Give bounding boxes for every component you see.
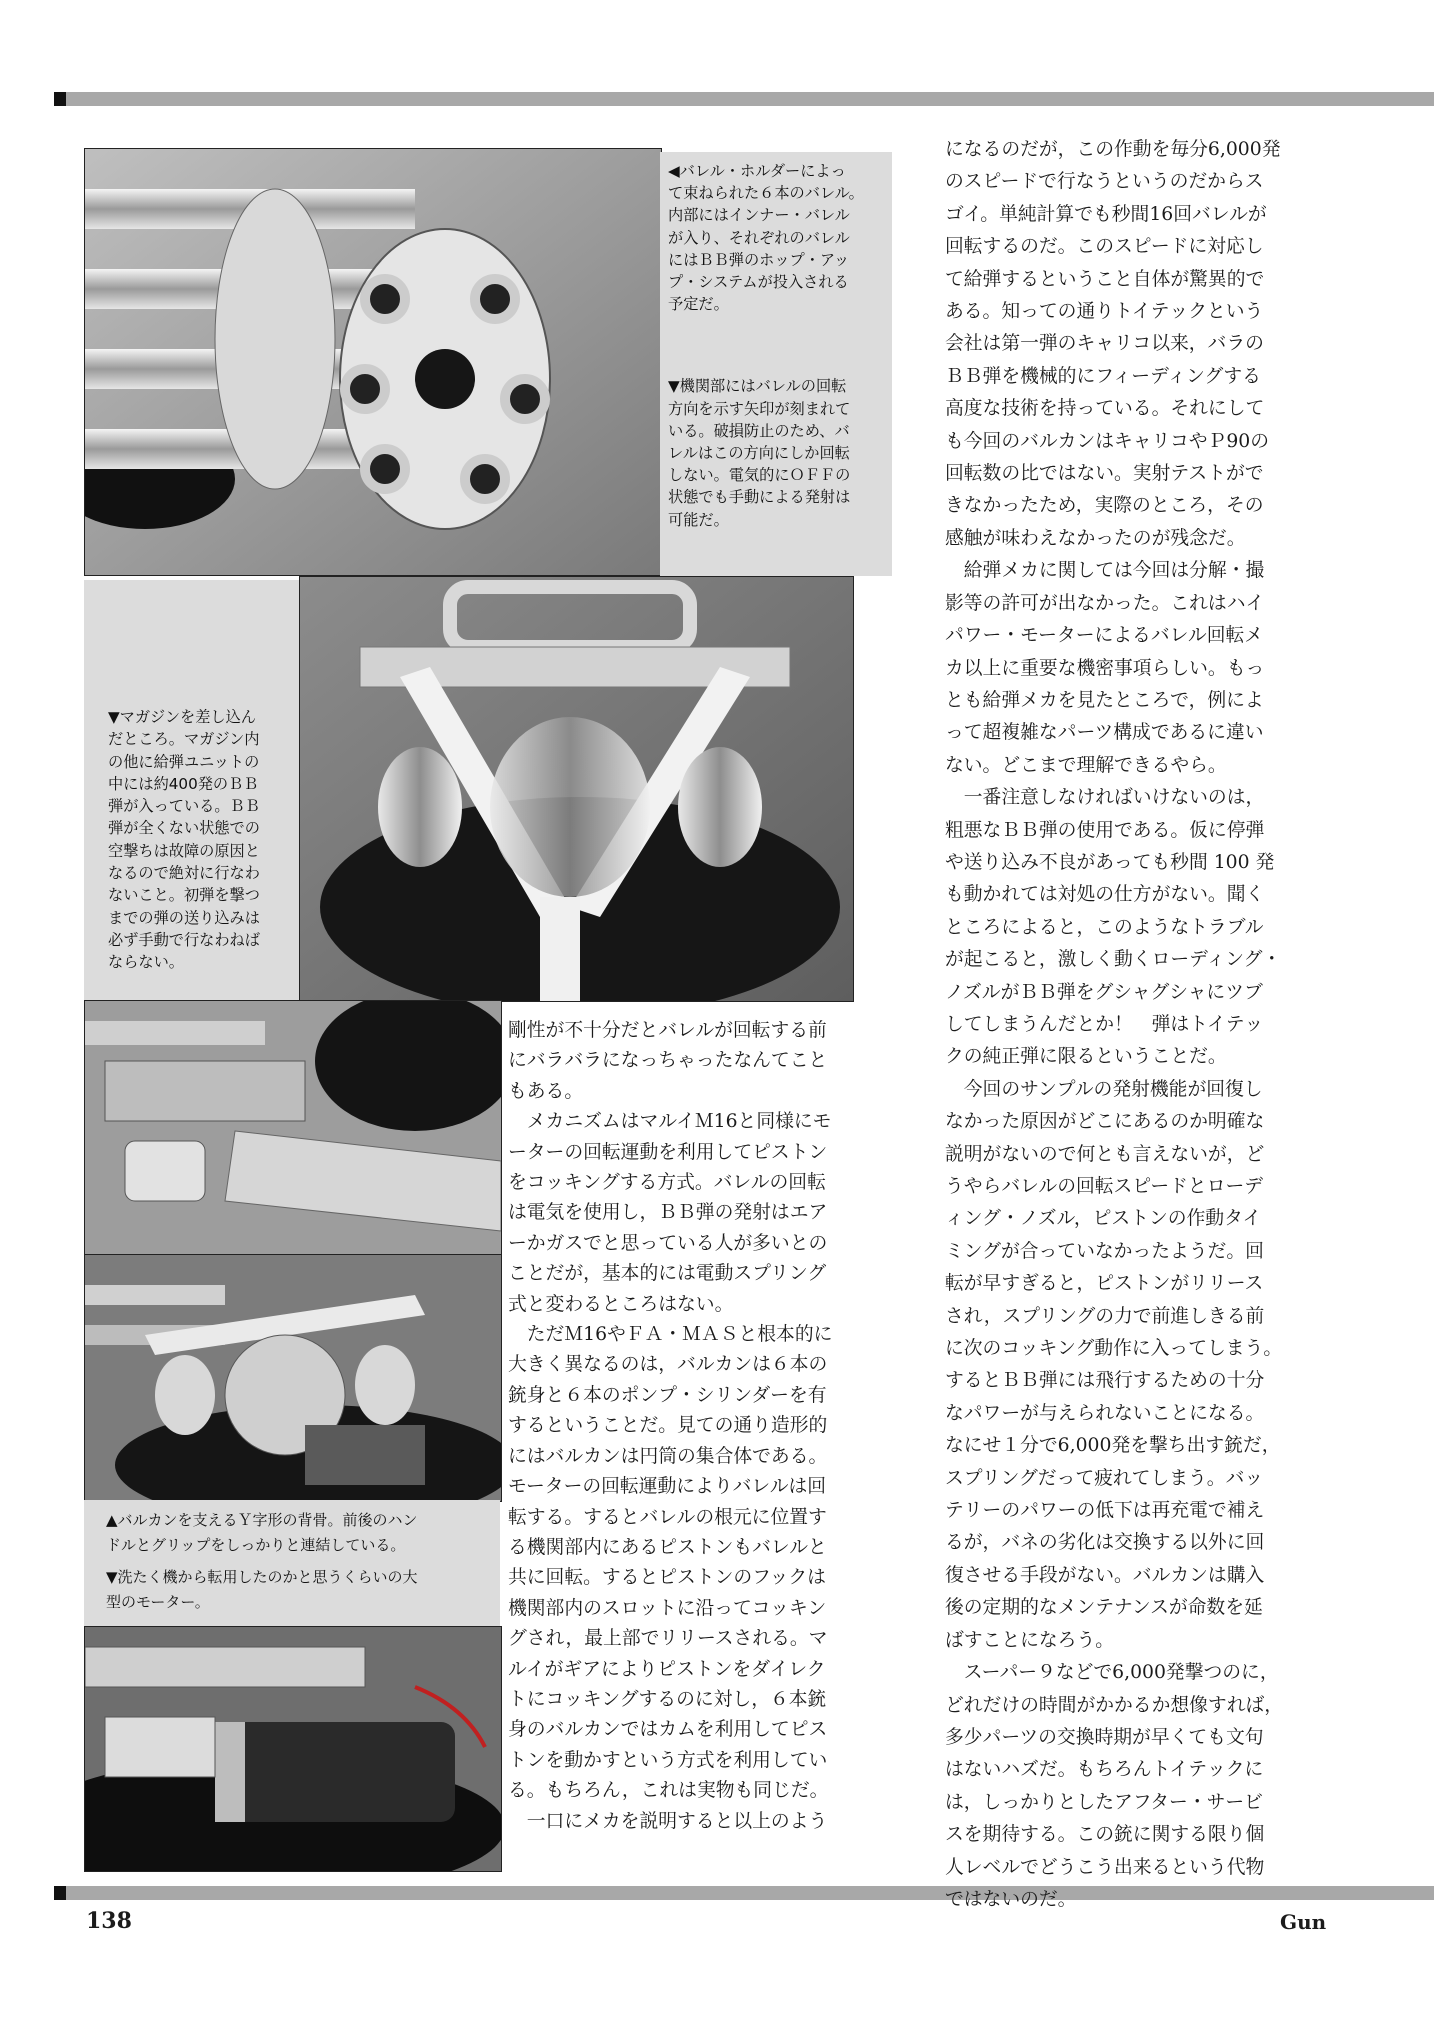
text-line: に次のコッキング動作に入ってしまう。: [945, 1338, 1283, 1360]
caption-line: ▲バルカンを支えるＹ字形の背骨。前後のハン: [106, 1511, 418, 1529]
text-line: ばすことになろう。: [945, 1629, 1115, 1651]
text-line: ない。どこまで理解できるやら。: [945, 754, 1227, 776]
text-line: 影等の許可が出なかった。これはハイ: [945, 592, 1265, 614]
caption-line: ▼機関部にはバレルの回転: [668, 377, 847, 396]
text-line: にバラバラになっちゃったなんてこと: [508, 1050, 828, 1072]
text-line: 剛性が不十分だとバレルが回転する前: [508, 1020, 827, 1041]
text-line: 転が早すぎると，ピストンがリリース: [945, 1273, 1264, 1295]
text-line: や送り込み不良があっても秒間 100 発: [945, 851, 1275, 873]
text-line: なかった原因がどこにあるのか明確な: [945, 1111, 1265, 1133]
text-line: が起こると，激しく動くローディング・: [945, 949, 1282, 971]
text-line: はないハズだ。もちろんトイテックに: [945, 1759, 1264, 1781]
text-line: は，しっかりとしたアフター・サービ: [945, 1791, 1263, 1813]
text-line: してしまうんだとか！ 弾はトイテッ: [945, 1013, 1264, 1035]
text-line: 感触が味わえなかったのが残念だ。: [945, 527, 1246, 549]
text-line: ことだが，基本的には電動スプリング: [508, 1263, 827, 1285]
caption-ybone-motor: [84, 1500, 500, 1626]
text-line: 銃身と６本のポンプ・シリンダーを有: [508, 1384, 827, 1406]
text-line: 一口にメカを説明すると以上のよう: [508, 1810, 828, 1832]
text-line: きなかったため，実際のところ，その: [945, 495, 1264, 517]
caption-line: 型のモーター。: [106, 1592, 210, 1611]
body-text-right: [945, 134, 1283, 1916]
text-line: も今回のバルカンはキャリコやＰ90の: [945, 430, 1270, 452]
text-line: するということだ。見ての通り造形的: [508, 1415, 828, 1437]
text-line: とも給弾メカを見たところで，例によ: [945, 689, 1264, 711]
caption-line: 可能だ。: [668, 510, 729, 529]
top-rule: [54, 92, 1434, 106]
caption-line: 状態でも手動による発射は: [668, 488, 851, 507]
text-line: 人レベルでどうこう出来るという代物: [945, 1856, 1265, 1878]
caption-line: ◀バレル・ホルダーによっ: [668, 162, 846, 180]
text-line: ただＭ16やＦＡ・ＭＡＳと根本的に: [508, 1324, 833, 1346]
text-line: ーかガスでと思っている人が多いとの: [508, 1232, 828, 1254]
top-rule-cap: [54, 92, 66, 106]
text-line: グされ，最上部でリリースされる。マ: [508, 1628, 828, 1650]
text-line: 粗悪なＢＢ弾の使用である。仮に停弾: [945, 819, 1265, 841]
caption-line: だところ。マガジン内: [108, 730, 260, 749]
text-line: 身のバルカンではカムを利用してピス: [508, 1719, 828, 1741]
text-line: 後の定期的なメンテナンスが命数を延: [945, 1597, 1263, 1619]
caption-line: しない。電気的にＯＦＦの: [668, 466, 851, 485]
photo-receiver-detail: [84, 1000, 502, 1256]
caption-line: なるので絶対に行なわ: [108, 864, 260, 883]
caption-line: ▼マガジンを差し込ん: [108, 708, 256, 726]
text-line: テリーのパワーの低下は再充電で補え: [945, 1500, 1265, 1522]
text-line: るが，バネの劣化は交換する以外に回: [945, 1532, 1265, 1554]
caption-line: 方向を示す矢印が刻まれて: [668, 399, 851, 418]
text-line: 給弾メカに関しては今回は分解・撮: [945, 560, 1265, 582]
text-line: 大きく異なるのは，バルカンは６本の: [508, 1354, 828, 1376]
text-line: トンを動かすという方式を利用してい: [508, 1749, 828, 1771]
text-line: モーターの回転運動によりバレルは回: [508, 1476, 827, 1498]
caption-line: までの弾の送り込みは: [108, 908, 260, 927]
text-line: ゴイ。単純計算でも秒間16回バレルが: [945, 203, 1267, 225]
text-line: ところによると，このようなトラブル: [945, 916, 1264, 938]
caption-line: レルはこの方向にしか回転: [668, 444, 850, 463]
text-line: 共に回転。するとピストンのフックは: [508, 1567, 826, 1589]
text-line: スーパー９などで6,000発撃つのに，: [945, 1662, 1279, 1684]
photo-magazine-inserted: [299, 576, 854, 1002]
caption-line: の他に給弾ユニットの: [108, 752, 260, 771]
text-line: 会社は第一弾のキャリコ以来，バラの: [945, 333, 1264, 355]
caption-line: 弾が入っている。ＢＢ: [108, 797, 260, 816]
photo-motor: [84, 1626, 502, 1872]
text-line: ルイがギアによりピストンをダイレク: [508, 1658, 826, 1680]
text-line: どれだけの時間がかかるか想像すれば，: [945, 1694, 1284, 1716]
text-line: ミングが合っていなかったようだ。回: [945, 1240, 1264, 1262]
caption-line: ドルとグリップをしっかりと連結している。: [106, 1535, 406, 1554]
caption-line: ならない。: [108, 953, 184, 972]
text-line: 回転するのだ。このスピードに対応し: [945, 236, 1264, 258]
caption-line: にはＢＢ弾のホップ・アッ: [668, 250, 850, 269]
text-line: もある。: [508, 1080, 584, 1102]
bottom-rule-cap: [54, 1886, 66, 1900]
caption-line: が入り、それぞれのバレル: [668, 228, 850, 247]
text-line: にはバルカンは円筒の集合体である。: [508, 1445, 828, 1467]
caption-line: 中には約400発のＢＢ: [108, 774, 259, 793]
text-line: 今回のサンプルの発射機能が回復し: [945, 1078, 1263, 1100]
text-line: クの純正弾に限るということだ。: [945, 1046, 1227, 1068]
text-line: するとＢＢ弾には飛行するための十分: [945, 1370, 1265, 1392]
caption-line: 予定だ。: [668, 295, 729, 314]
text-line: をコッキングする方式。バレルの回転: [508, 1172, 826, 1194]
text-line: カ以上に重要な機密事項らしい。もっ: [945, 657, 1265, 679]
caption-barrels-mechanism: [660, 152, 892, 576]
text-line: ーターの回転運動を利用してピストン: [508, 1141, 828, 1163]
caption-line: ないこと。初弾を撃つ: [108, 886, 260, 905]
text-line: パワー・モーターによるバレル回転メ: [945, 625, 1264, 647]
text-line: 回転数の比ではない。実射テストがで: [945, 463, 1264, 485]
text-line: ある。知っての通りトイテックという: [945, 301, 1264, 323]
text-line: る機関部内にあるピストンもバレルと: [508, 1536, 827, 1558]
page-number: 138: [86, 1908, 132, 1934]
text-line: って超複雑なパーツ構成であるに違い: [945, 722, 1264, 744]
text-line: て給弾するということ自体が驚異的で: [945, 268, 1265, 290]
caption-line: いる。破損防止のため、バ: [668, 421, 850, 440]
caption-line: 内部にはインナー・バレル: [668, 206, 850, 225]
text-line: なにせ１分で6,000発を撃ち出す銃だ，: [945, 1435, 1281, 1457]
text-line: 転する。するとバレルの根元に位置す: [508, 1506, 827, 1528]
photo-barrel-cluster: [84, 148, 662, 576]
caption-line: 必ず手動で行なわねば: [108, 930, 260, 949]
text-line: になるのだが，この作動を毎分6,000発: [945, 139, 1281, 160]
text-line: スを期待する。この銃に関する限り個: [945, 1824, 1265, 1846]
caption-magazine: [84, 580, 299, 1000]
text-line: も動かれては対処の仕方がない。聞く: [945, 884, 1265, 906]
text-line: 多少パーツの交換時期が早くても文句: [945, 1726, 1264, 1748]
caption-line: 空撃ちは故障の原因と: [108, 841, 260, 860]
photo-y-backbone: [84, 1254, 502, 1502]
text-line: 高度な技術を持っている。それにして: [945, 398, 1265, 420]
caption-line: プ・システムが投入される: [668, 273, 849, 292]
text-line: のスピードで行なうというのだからス: [945, 171, 1264, 193]
text-line: 式と変わるところはない。: [508, 1293, 734, 1315]
text-line: ではないのだ。: [945, 1888, 1077, 1910]
text-line: トにコッキングするのに対し，６本銃: [508, 1688, 827, 1710]
text-line: スプリングだって疲れてしまう。バッ: [945, 1467, 1264, 1489]
text-line: る。もちろん，これは実物も同じだ。: [508, 1780, 829, 1802]
text-line: メカニズムはマルイＭ16と同様にモ: [508, 1111, 832, 1133]
body-text-middle: [508, 1016, 832, 1837]
text-line: うやらバレルの回転スピードとローデ: [945, 1176, 1264, 1197]
text-line: 復させる手段がない。バルカンは購入: [945, 1564, 1265, 1586]
text-line: ィング・ノズル，ピストンの作動タイ: [945, 1208, 1262, 1230]
text-line: 機関部内のスロットに沿ってコッキン: [508, 1597, 827, 1619]
caption-line: 弾が全くない状態での: [108, 819, 260, 838]
text-line: ＢＢ弾を機械的にフィーディングする: [945, 365, 1261, 387]
text-line: ノズルがＢＢ弾をグシャグシャにツブ: [945, 981, 1263, 1003]
text-line: は電気を使用し，ＢＢ弾の発射はエア: [508, 1202, 828, 1224]
text-line: され，スプリングの力で前進しきる前: [945, 1305, 1265, 1327]
caption-line: ▼洗たく機から転用したのかと思うくらいの大: [106, 1568, 418, 1587]
text-line: 説明がないので何とも言えないが，ど: [945, 1143, 1265, 1165]
caption-line: て束ねられた６本のバレル。: [668, 184, 864, 203]
text-line: 一番注意しなければいけないのは，: [945, 787, 1265, 809]
magazine-name: Gun: [1280, 1910, 1327, 1934]
text-line: なパワーが与えられないことになる。: [945, 1402, 1265, 1424]
